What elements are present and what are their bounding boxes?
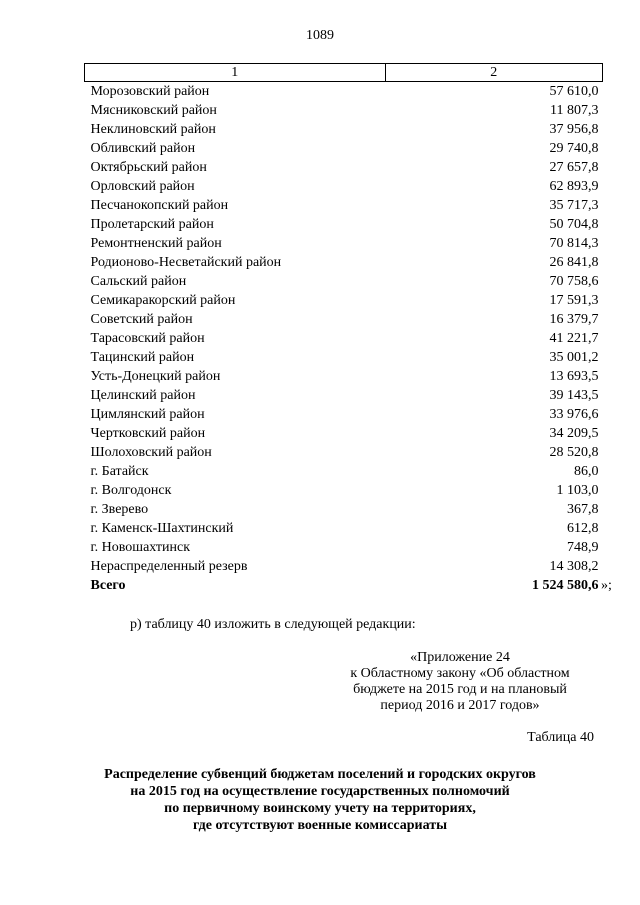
amount-value: 17 591,3 [549,293,599,308]
appendix-line: бюджете на 2015 год и на плановый [353,682,567,697]
table-heading [0,766,640,834]
district-name: г. Зверево [90,502,149,517]
district-name: Морозовский район [90,84,210,99]
column-header-1: 1 [85,64,386,82]
district-name: Цимлянский район [90,407,205,422]
table-row [85,139,603,158]
district-name: Советский район [90,312,193,327]
table-row [85,291,603,310]
district-name: Семикаракорский район [90,293,236,308]
district-name: Шолоховский район [90,445,212,460]
table-row [85,101,603,120]
district-name: Усть-Донецкий район [90,369,221,384]
amount-value: 748,9 [567,540,599,555]
heading-line: где отсутствуют военные комиссариаты [192,818,448,833]
amount-value: 62 893,9 [549,179,599,194]
table-row [85,196,603,215]
district-name: Целинский район [90,388,196,403]
instruction-text: р) таблицу 40 изложить в следующей редакции: [130,617,416,632]
district-name: Тацинский район [90,350,195,365]
amount-value: 14 308,2 [549,559,599,574]
district-name: г. Каменск-Шахтинский [90,521,234,536]
amount-value: 70 758,6 [549,274,599,289]
district-name: Чертковский район [90,426,206,441]
table-header-row [85,64,603,82]
appendix-line: период 2016 и 2017 годов» [380,698,540,713]
table-row [85,367,603,386]
table-row [85,462,603,481]
appendix-line: «Приложение 24 [410,650,510,665]
page-number: 1089 [306,28,334,43]
amount-value: 35 001,2 [549,350,599,365]
amount-value: 33 976,6 [549,407,599,422]
table-row [85,538,603,557]
district-name: Мясниковский район [90,103,217,118]
table-label: Таблица 40 [527,730,594,745]
table-row [85,481,603,500]
district-name: Неклиновский район [90,122,216,137]
subventions-table [84,63,603,595]
amount-value: 16 379,7 [549,312,599,327]
district-name: Пролетарский район [90,217,214,232]
table-row [85,386,603,405]
district-name: Орловский район [90,179,195,194]
table-row [85,557,603,576]
table-row [85,405,603,424]
table-row [85,215,603,234]
table-row [85,177,603,196]
appendix-line: к Областному закону «Об областном [350,666,570,681]
amount-value: 37 956,8 [549,122,599,137]
table-row [85,519,603,538]
total-label: Всего [90,578,126,593]
district-name: Ремонтненский район [90,236,222,251]
district-name: г. Батайск [90,464,149,479]
table-row [85,120,603,139]
amount-value: 57 610,0 [549,84,599,99]
table-row [85,82,603,102]
table-row [85,443,603,462]
district-name: г. Новошахтинск [90,540,191,555]
district-name: Нераспределенный резерв [90,559,248,574]
table-row [85,424,603,443]
district-name: Сальский район [90,274,187,289]
district-name: Родионово-Несветайский район [90,255,282,270]
amount-value: 1 103,0 [556,483,599,498]
amount-value: 29 740,8 [549,141,599,156]
heading-line: Распределение субвенций бюджетам поселений и городских округов [104,767,536,782]
table-row [85,500,603,519]
table-row [85,310,603,329]
total-row [85,576,603,595]
amount-value: 50 704,8 [549,217,599,232]
amount-value: 35 717,3 [549,198,599,213]
total-value: 1 524 580,6 [532,578,599,593]
table-row [85,348,603,367]
heading-line: по первичному воинскому учету на территориях, [164,801,476,816]
closing-quote-suffix: »; [601,578,612,593]
amount-value: 39 143,5 [549,388,599,403]
amount-value: 41 221,7 [549,331,599,346]
table-row [85,234,603,253]
district-name: Обливский район [90,141,196,156]
table-row [85,253,603,272]
district-name: Тарасовский район [90,331,205,346]
table-row [85,329,603,348]
district-name: Октябрьский район [90,160,207,175]
amount-value: 26 841,8 [549,255,599,270]
amount-value: 34 209,5 [549,426,599,441]
district-name: Песчанокопский район [90,198,229,213]
table-row [85,158,603,177]
amount-value: 612,8 [567,521,599,536]
amount-value: 86,0 [574,464,599,479]
amount-value: 70 814,3 [549,236,599,251]
amount-value: 367,8 [567,502,599,517]
district-name: г. Волгодонск [90,483,172,498]
amount-value: 11 807,3 [550,103,599,118]
amount-value: 28 520,8 [549,445,599,460]
column-header-2: 2 [385,64,602,82]
heading-line: на 2015 год на осуществление государственных полномочий [130,784,510,799]
amount-value: 27 657,8 [549,160,599,175]
table-row [85,272,603,291]
appendix-reference [330,650,590,714]
amount-value: 13 693,5 [549,369,599,384]
